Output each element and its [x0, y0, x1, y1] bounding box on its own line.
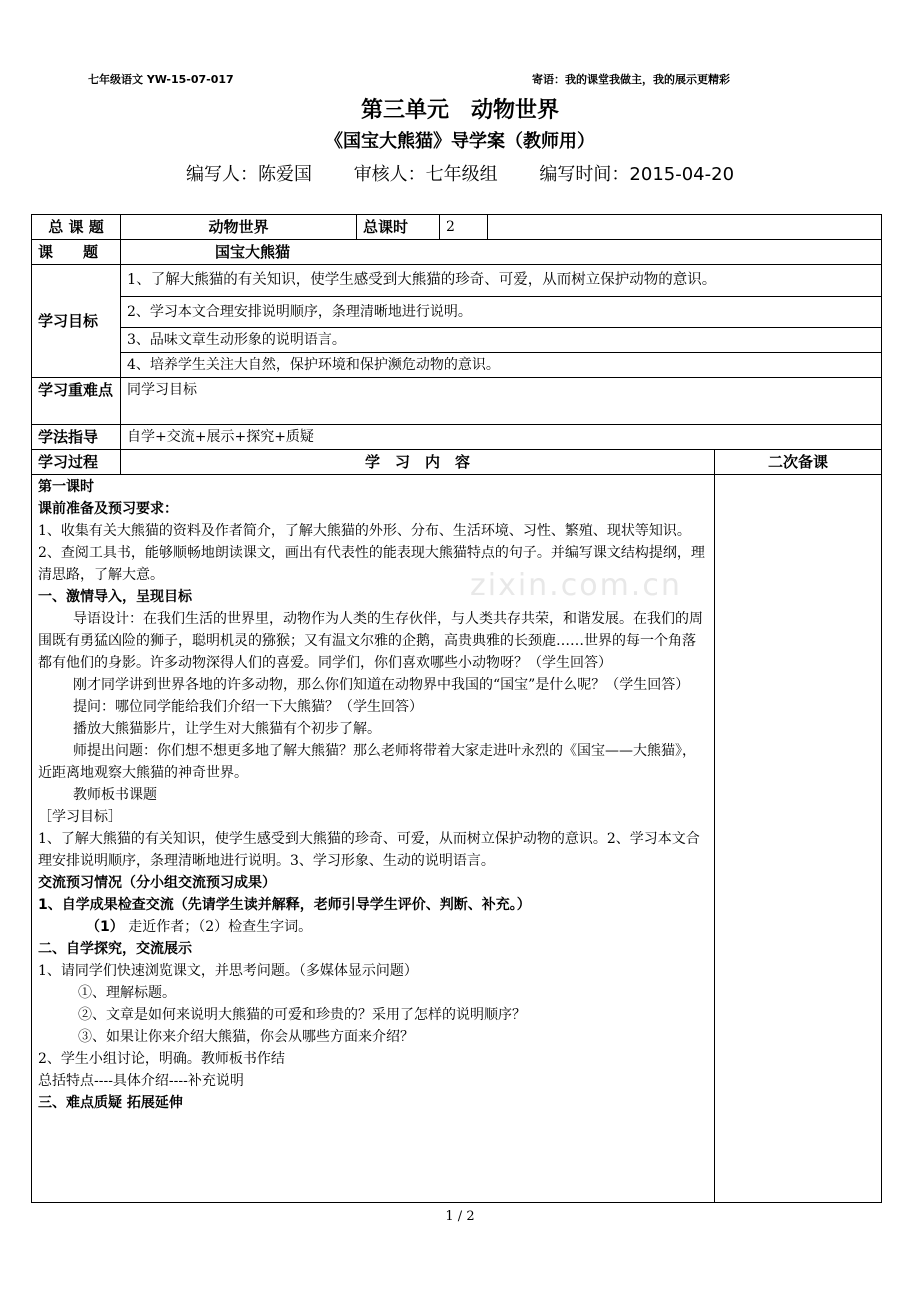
lesson-value: 国宝大熊猫	[121, 240, 882, 265]
intro-paragraph: 导语设计：在我们生活的世界里，动物作为人类的生存伙伴，与人类共存共荣，和谐发展。在我们的周围既有勇猛凶险的狮子，聪明机灵的猕猴；又有温文尔雅的企鹅，高贵典雅的长颈鹿……世界的每一个角落都有他们的身影。许多动物深得人们的喜爱。同学们，你们喜欢哪些小动物呀？（学生回答）	[38, 611, 703, 671]
goal-4: 4、培养学生关注大自然，保护环境和保护濒危动物的意识。	[121, 353, 882, 378]
play-video: 播放大熊猫影片，让学生对大熊猫有个初步了解。	[73, 721, 381, 737]
key-value: 同学习目标	[121, 378, 882, 425]
write-date: 编写时间：2015-04-20	[539, 164, 735, 185]
process-label: 学习过程	[32, 450, 121, 475]
section-3-heading: 三、难点质疑 拓展延伸	[38, 1095, 183, 1111]
self-study-item-num: （1）	[86, 919, 124, 935]
topic-blank	[488, 215, 882, 240]
author-line	[0, 160, 920, 186]
reviewer: 审核人：七年级组	[353, 164, 498, 185]
question-national-treasure: 刚才同学讲到世界各地的许多动物，那么你们知道在动物界中我国的“国宝”是什么呢？（学生回答）	[73, 677, 690, 693]
section-2-heading: 二、自学探究，交流展示	[38, 941, 192, 957]
goal-3: 3、品味文章生动形象的说明语言。	[121, 328, 882, 353]
question-1: ①、理解标题。	[78, 985, 176, 1001]
watermark: zixin.com.cn	[470, 568, 682, 603]
unit-title: 第三单元 动物世界	[360, 98, 559, 123]
row-content	[32, 475, 882, 1203]
doc-code: 七年级语文 YW-15-07-017	[88, 73, 234, 86]
row-goal-3	[32, 328, 882, 353]
topic-value: 动物世界	[121, 215, 357, 240]
exchange-heading: 交流预习情况（分小组交流预习成果）	[38, 875, 276, 891]
goal-1: 1、了解大熊猫的有关知识，使学生感受到大熊猫的珍奇、可爱，从而树立保护动物的意识。	[121, 265, 882, 297]
prep-item-1: 1、收集有关大熊猫的资料及作者简介，了解大熊猫的外形、分布、生活环境、习性、繁殖、现状等知识。	[38, 523, 691, 539]
row-goal-2	[32, 297, 882, 328]
method-label: 学法指导	[32, 425, 121, 450]
browse-task: 1、请同学们快速浏览课文，并思考问题。（多媒体显示问题）	[38, 963, 418, 979]
writer: 编写人：陈爱国	[185, 164, 312, 185]
question-3: ③、如果让你来介绍大熊猫，你会从哪些方面来介绍？	[78, 1029, 414, 1045]
row-goal-1	[32, 265, 882, 297]
hours-value: 2	[440, 215, 488, 240]
prep-label: 二次备课	[715, 450, 882, 475]
goals-label: 学习目标	[32, 265, 121, 378]
content-label: 学 习 内 容	[121, 450, 715, 475]
prep-item-2: 2、查阅工具书，能够顺畅地朗读课文，画出有代表性的能表现大熊猫特点的句子。并编写课文结构提纲，理清思路，了解大意。	[38, 545, 705, 583]
self-study-check: 1、自学成果检查交流（先请学生读并解释，老师引导学生评价、判断、补充。）	[38, 897, 531, 913]
page-number: 1 / 2	[445, 1209, 475, 1224]
row-method	[32, 425, 882, 450]
topic-label: 总 课 题	[32, 215, 121, 240]
section-1-heading: 一、激情导入，呈现目标	[38, 589, 192, 605]
motto: 寄语：我的课堂我做主，我的展示更精彩	[532, 73, 730, 86]
question-2: ②、文章是如何来说明大熊猫的可爱和珍贵的？采用了怎样的说明顺序？	[78, 1007, 526, 1023]
goals-heading: ［学习目标］	[38, 809, 122, 825]
lesson-plan-table	[31, 214, 882, 1203]
teacher-question: 师提出问题：你们想不想更多地了解大熊猫？那么老师将带着大家走进叶永烈的《国宝——大熊猫》，近距离地观察大熊猫的神奇世界。	[38, 743, 696, 781]
goal-2: 2、学习本文合理安排说明顺序，条理清晰地进行说明。	[121, 297, 882, 328]
row-key-points	[32, 378, 882, 425]
board-summary: 总括特点----具体介绍----补充说明	[38, 1073, 244, 1089]
group-discussion: 2、学生小组讨论，明确。教师板书作结	[38, 1051, 285, 1067]
section-prep: 课前准备及预习要求：	[38, 501, 178, 517]
lesson-title: 《国宝大熊猫》导学案（教师用）	[325, 131, 595, 152]
self-study-items	[38, 916, 708, 938]
section-first-lesson: 第一课时	[38, 479, 94, 495]
row-lesson	[32, 240, 882, 265]
row-process	[32, 450, 882, 475]
hours-label: 总课时	[357, 215, 440, 240]
self-study-item-text: 走近作者；（2）检查生字词。	[128, 919, 313, 935]
board-title: 教师板书课题	[73, 787, 157, 803]
method-value: 自学+交流+展示+探究+质疑	[121, 425, 882, 450]
row-topic	[32, 215, 882, 240]
key-label: 学习重难点	[32, 378, 121, 425]
second-prep-blank	[715, 475, 882, 1203]
goals-summary: 1、了解大熊猫的有关知识，使学生感受到大熊猫的珍奇、可爱，从而树立保护动物的意识。2、学习本文合理安排说明顺序，条理清晰地进行说明。3、学习形象、生动的说明语言。	[38, 831, 700, 869]
row-goal-4	[32, 353, 882, 378]
lesson-label: 课 题	[32, 240, 121, 265]
question-introduce: 提问：哪位同学能给我们介绍一下大熊猫？（学生回答）	[73, 699, 423, 715]
